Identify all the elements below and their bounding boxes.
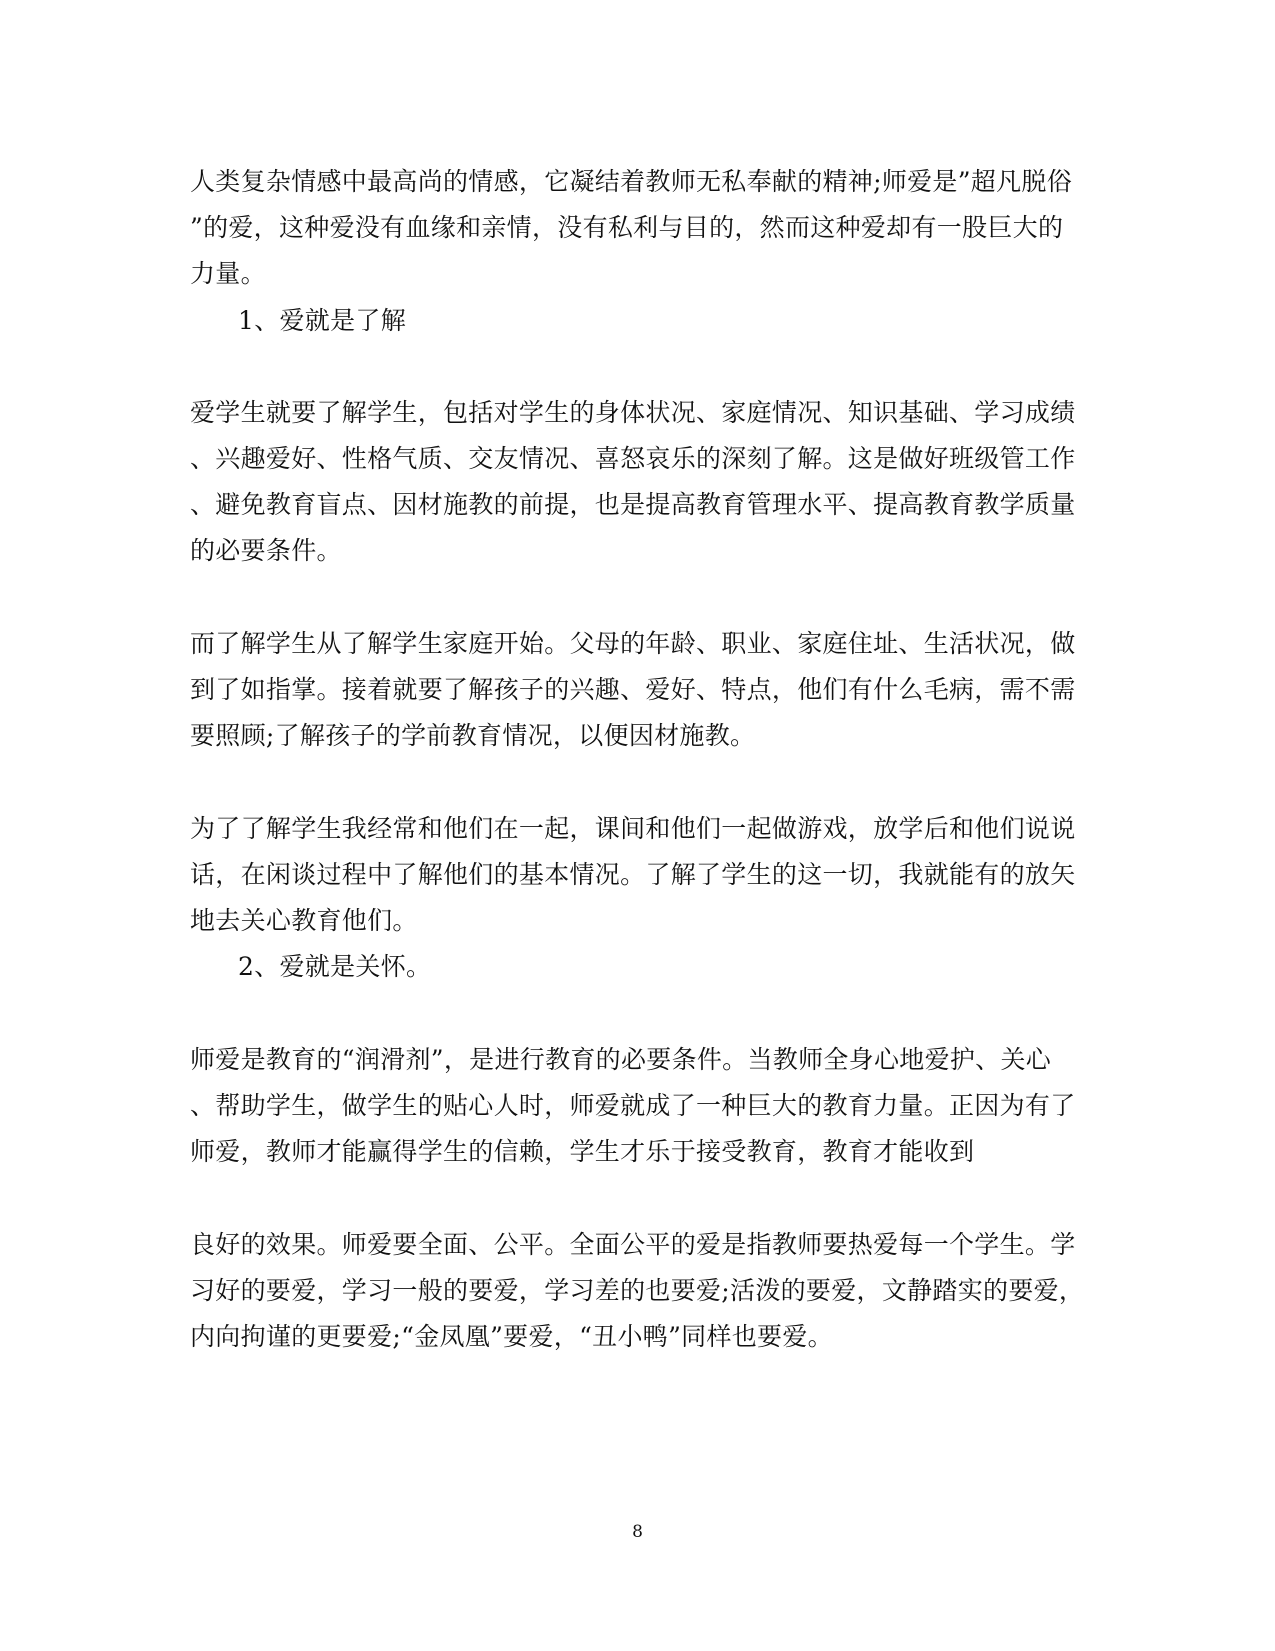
text-line: 而了解学生从了解学生家庭开始。父母的年龄、职业、家庭住址、生活状况，做	[190, 629, 1076, 658]
numbered-heading-2: 2、爱就是关怀。	[238, 952, 432, 981]
text-line: 内向拘谨的更要爱;“金凤凰”要爱，“丑小鸭”同样也要爱。	[190, 1322, 833, 1351]
text-line: 为了了解学生我经常和他们在一起，课间和他们一起做游戏，放学后和他们说说	[190, 814, 1076, 843]
text-line: 、兴趣爱好、性格气质、交友情况、喜怒哀乐的深刻了解。这是做好班级管工作	[190, 444, 1076, 473]
text-line: 习好的要爱，学习一般的要爱，学习差的也要爱;活泼的要爱，文静踏实的要爱，	[190, 1276, 1085, 1305]
text-line: 爱学生就要了解学生，包括对学生的身体状况、家庭情况、知识基础、学习成绩	[190, 398, 1076, 427]
text-line: 到了如指掌。接着就要了解孩子的兴趣、爱好、特点，他们有什么毛病，需不需	[190, 675, 1076, 704]
text-line: 师爱是教育的“润滑剂”，是进行教育的必要条件。当教师全身心地爱护、关心	[190, 1045, 1052, 1074]
text-line: 人类复杂情感中最高尚的情感，它凝结着教师无私奉献的精神;师爱是”超凡脱俗	[190, 167, 1073, 196]
text-line: 话，在闲谈过程中了解他们的基本情况。了解了学生的这一切，我就能有的放矢	[190, 860, 1076, 889]
text-line: ”的爱，这种爱没有血缘和亲情，没有私利与目的，然而这种爱却有一股巨大的	[190, 213, 1064, 242]
numbered-heading-1: 1、爱就是了解	[238, 306, 407, 335]
text-line: 师爱，教师才能赢得学生的信赖，学生才乐于接受教育，教育才能收到	[190, 1137, 975, 1166]
text-line: 良好的效果。师爱要全面、公平。全面公平的爱是指教师要热爱每一个学生。学	[190, 1230, 1076, 1259]
text-line: 力量。	[190, 259, 266, 288]
text-line: 的必要条件。	[190, 536, 342, 565]
page-number: 8	[632, 1522, 643, 1542]
text-line: 、帮助学生，做学生的贴心人时，师爱就成了一种巨大的教育力量。正因为有了	[190, 1091, 1076, 1120]
text-line: 地去关心教育他们。	[190, 906, 418, 935]
text-line: 要照顾;了解孩子的学前教育情况，以便因材施教。	[190, 721, 756, 750]
text-line: 、避免教育盲点、因材施教的前提，也是提高教育管理水平、提高教育教学质量	[190, 490, 1076, 519]
